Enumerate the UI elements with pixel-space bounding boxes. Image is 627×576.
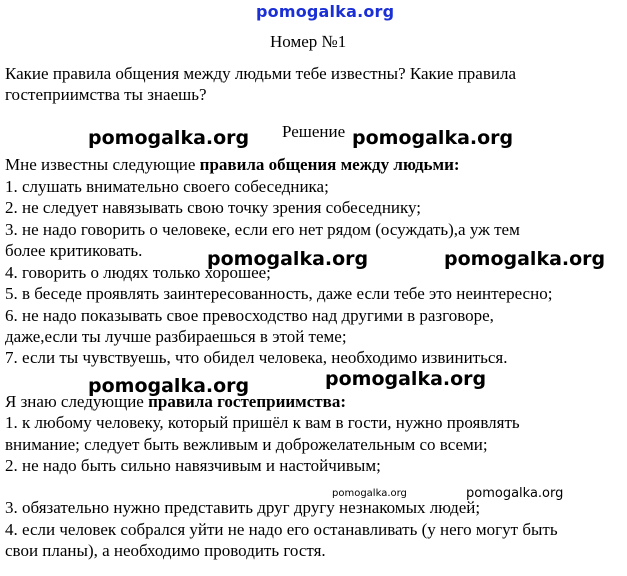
watermark: pomogalka.org — [332, 488, 407, 499]
page-title: Номер №1 — [270, 32, 347, 51]
list-item: 4. говорить о людях только хорошее; — [5, 263, 271, 282]
section1-intro — [5, 155, 460, 175]
list-item: 2. не надо быть сильно навязчивым и настойчивым; — [5, 456, 381, 475]
list-item: 3. обязательно нужно представить друг другу незнакомых людей; — [5, 498, 481, 517]
list-item: 7. если ты чувствуешь, что обидел человека, необходимо извиниться. — [5, 348, 508, 367]
watermark: pomogalka.org — [325, 368, 487, 390]
question-line-1: Какие правила общения между людьми тебе известны? Какие правила — [5, 64, 516, 83]
list-item: 1. к любому человеку, который пришёл к вам в гости, нужно проявлять — [5, 413, 520, 432]
section2-intro — [5, 392, 346, 412]
watermark: pomogalka.org — [466, 486, 564, 501]
list-item: даже,если ты лучше разбираешься в этой теме; — [5, 327, 347, 346]
section2-intro-bold: правила гостеприимства: — [148, 392, 347, 411]
list-item: 3. не надо говорить о человеке, если его нет рядом (осуждать),а уж тем — [5, 220, 520, 239]
section2-intro-text: Я знаю следующие — [5, 392, 149, 411]
watermark-top: pomogalka.org — [256, 2, 395, 21]
watermark: pomogalka.org — [352, 127, 514, 149]
list-item: 2. не следует навязывать свою точку зрения собеседнику; — [5, 198, 422, 217]
question-line-2: гостеприимства ты знаешь? — [5, 85, 207, 104]
list-item: 5. в беседе проявлять заинтересованность, даже если тебе это неинтересно; — [5, 284, 553, 303]
list-item: 6. не надо показывать свое превосходство над другими в разговоре, — [5, 306, 494, 325]
section1-intro-text: Мне известны следующие — [5, 155, 200, 174]
list-item: 4. если человек собрался уйти не надо его останавливать (у него могут быть — [5, 520, 558, 539]
watermark: pomogalka.org — [207, 248, 369, 270]
list-item: свои планы), а необходимо проводить гостя. — [5, 541, 326, 560]
list-item: 1. слушать внимательно своего собеседника; — [5, 177, 329, 196]
solution-label: Решение — [282, 122, 346, 141]
list-item: внимание; следует быть вежливым и доброжелательным со всеми; — [5, 435, 488, 454]
section1-intro-bold: правила общения между людьми: — [199, 155, 460, 174]
watermark: pomogalka.org — [88, 127, 250, 149]
watermark: pomogalka.org — [444, 248, 606, 270]
list-item: более критиковать. — [5, 241, 143, 260]
watermark: pomogalka.org — [88, 375, 250, 397]
